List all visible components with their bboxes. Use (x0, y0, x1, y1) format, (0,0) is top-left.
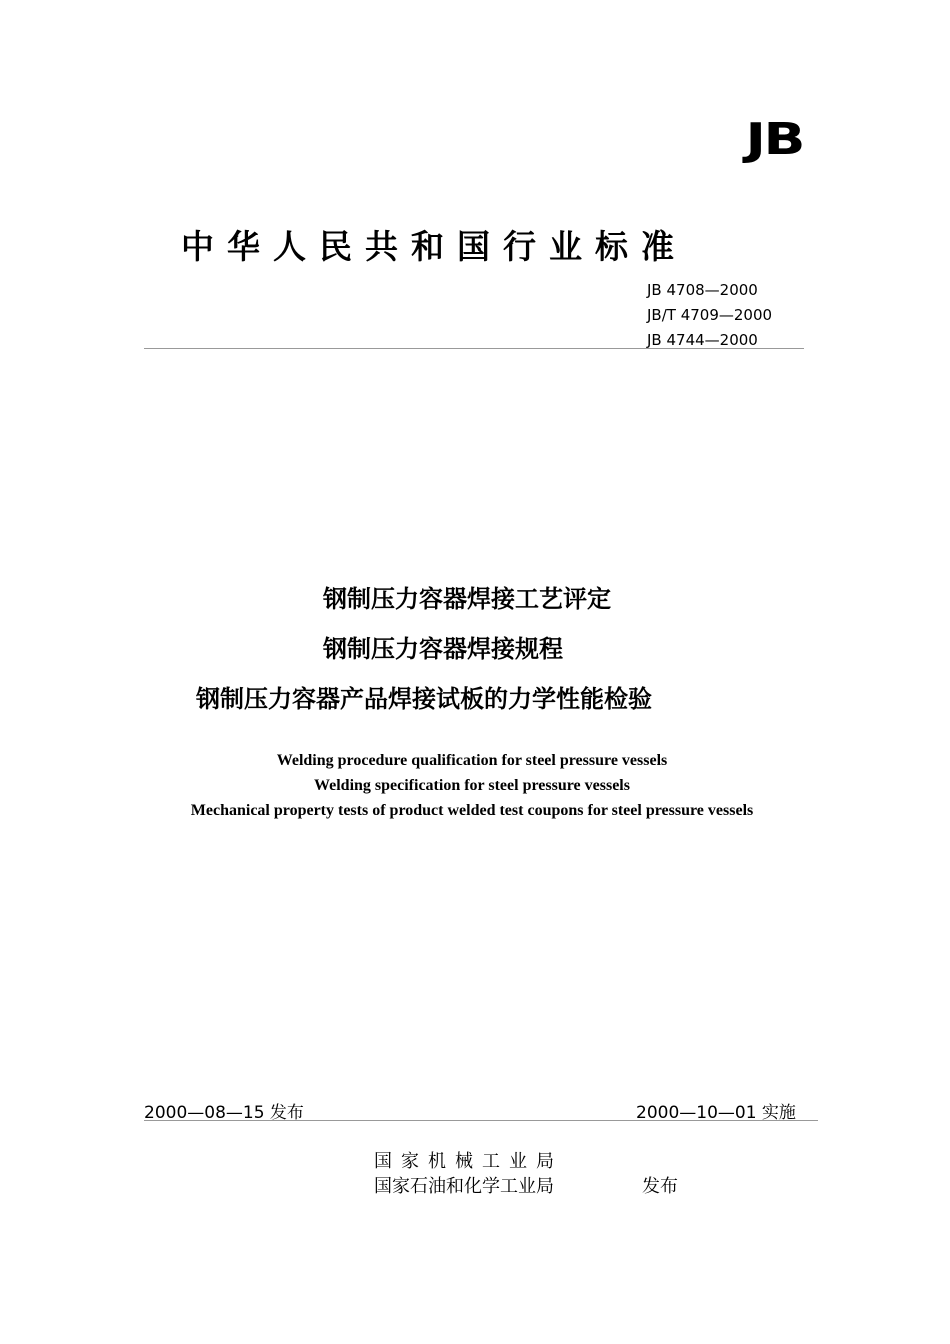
english-title: Mechanical property tests of product welded test coupons for steel pressure vessels (190, 802, 754, 819)
standard-numbers (647, 278, 772, 353)
implementation-date: 2000—10—01 实施 (636, 1103, 796, 1123)
standard-number: JB/T 4709—2000 (647, 306, 773, 324)
jb-logo: JB (745, 114, 803, 165)
chinese-title: 钢制压力容器焊接规程 (323, 635, 563, 663)
english-titles (0, 748, 944, 823)
header-divider (144, 348, 804, 349)
issuer: 国家机械工业局 (374, 1151, 563, 1172)
chinese-title: 钢制压力容器焊接工艺评定 (323, 585, 611, 613)
issuer: 国家石油和化学工业局 (374, 1176, 554, 1197)
english-title: Welding specification for steel pressure vessels (314, 777, 630, 794)
footer-divider (144, 1120, 818, 1121)
release-date: 2000—08—15 发布 (144, 1103, 304, 1123)
standard-category-title: 中华人民共和国行业标准 (181, 227, 687, 266)
english-title: Welding procedure qualification for steel pressure vessels (276, 752, 668, 769)
publish-label: 发布 (642, 1176, 678, 1197)
standard-number: JB 4708—2000 (647, 281, 758, 299)
chinese-title: 钢制压力容器产品焊接试板的力学性能检验 (196, 685, 652, 713)
standard-number: JB 4744—2000 (647, 331, 758, 349)
